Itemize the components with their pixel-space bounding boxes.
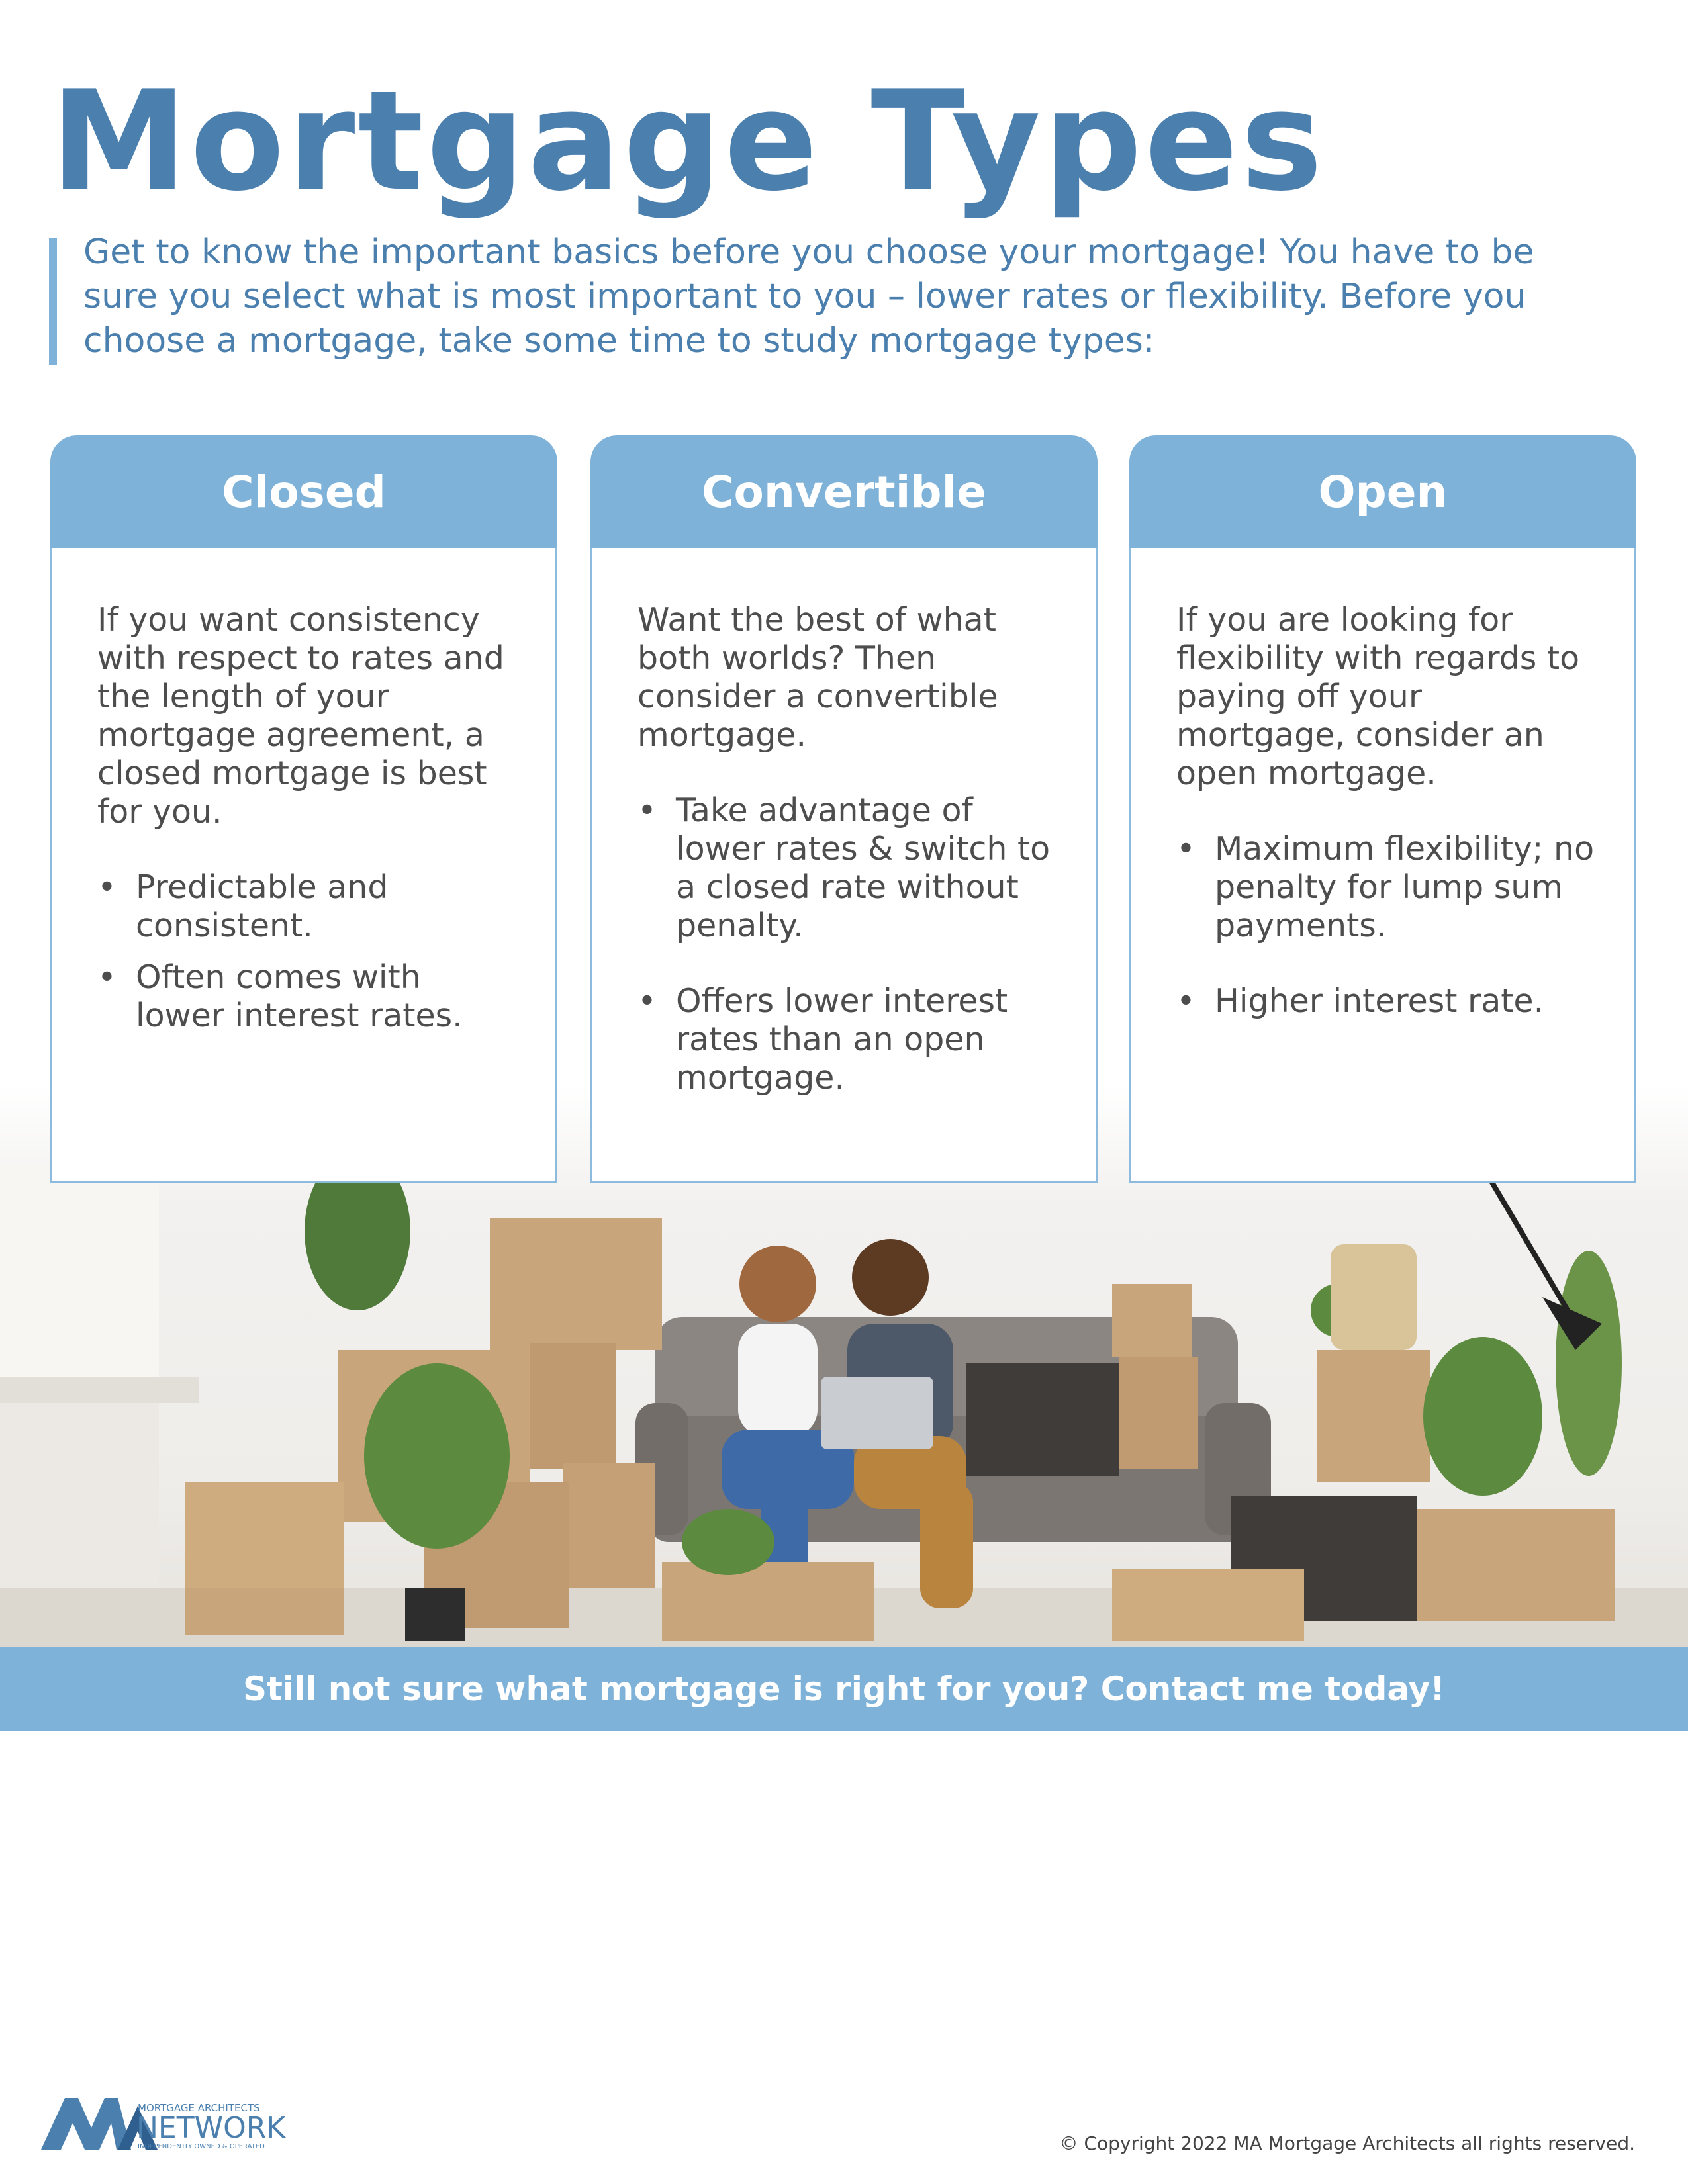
intro-accent-bar [49, 238, 57, 365]
card-title-closed: Closed [222, 466, 386, 518]
contact-banner-text: Still not sure what mortgage is right for you? Contact me today! [242, 1670, 1445, 1708]
bullet-item: • Offers lower interest rates than an open mortgage. [637, 982, 1056, 1097]
contact-banner [0, 1647, 1688, 1731]
card-bullets-convertible [637, 792, 1056, 1097]
card-title-open: Open [1318, 466, 1448, 518]
card-closed [50, 435, 557, 1183]
card-body-closed [50, 548, 557, 1183]
copyright-notice: © Copyright 2022 MA Mortgage Architects all rights reserved. [1059, 2132, 1635, 2154]
logo-main-text: NETWORK [136, 2111, 286, 2145]
card-header-convertible [590, 435, 1098, 548]
card-header-open [1129, 435, 1636, 548]
card-description-closed: If you want consistency with respect to rates and the length of your mortgage agreement, a closed mortgage is best for you. [97, 601, 504, 831]
page-title: Mortgage Types [50, 62, 1326, 222]
card-title-convertible: Convertible [702, 466, 986, 518]
card-description-open: If you are looking for flexibility with regards to paying off your mortgage, consider an open mortgage. [1176, 601, 1580, 792]
card-convertible [590, 435, 1098, 1183]
bullet-item: • Take advantage of lower rates & switch to a closed rate without penalty. [637, 792, 1056, 945]
logo-sub-text: INDEPENDENTLY OWNED & OPERATED [138, 2143, 265, 2150]
card-description-convertible: Want the best of what both worlds? Then consider a convertible mortgage. [637, 601, 998, 754]
card-header-closed [50, 435, 557, 548]
card-bullets-open [1176, 830, 1595, 1021]
bullet-item: • Often comes with lower interest rates. [97, 958, 516, 1035]
mortgage-architects-logo [38, 2091, 316, 2151]
card-bullets-closed [97, 868, 516, 1035]
intro-paragraph: Get to know the important basics before you choose your mortgage! You have to be sure you select what is most important to you – lower rates or flexibility. Before you choose a mortgage, take some time to study mortgage types: [83, 232, 1534, 361]
card-body-convertible [590, 548, 1098, 1183]
bullet-item: • Maximum flexibility; no penalty for lump sum payments. [1176, 830, 1595, 945]
bullet-item: • Predictable and consistent. [97, 868, 516, 945]
card-body-open [1129, 548, 1636, 1183]
bullet-item: • Higher interest rate. [1176, 982, 1595, 1021]
card-open [1129, 435, 1636, 1183]
logo-top-text: MORTGAGE ARCHITECTS [138, 2102, 260, 2114]
